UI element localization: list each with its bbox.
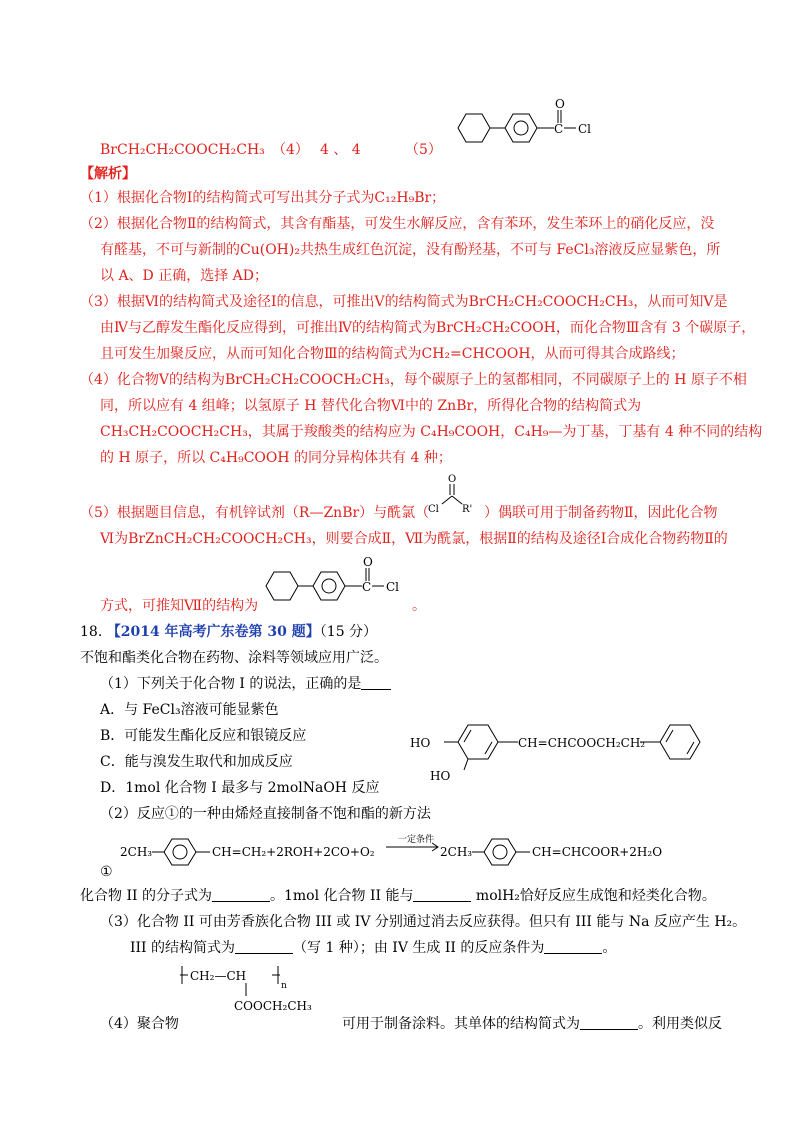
analysis-p2a: （2）根据化合物Ⅱ的结构简式，其含有酯基，可发生水解反应，含有苯环，发生苯环上的硝化反应，没 bbox=[80, 216, 715, 232]
analysis-p2c: 以 A、D 正确，选择 AD； bbox=[100, 268, 269, 284]
polymer-backbone: CH₂—CH bbox=[190, 969, 247, 983]
compound-i-ho-top: HO bbox=[410, 736, 431, 750]
generic-cl-label: Cl bbox=[428, 504, 439, 515]
polymer-n: n bbox=[281, 981, 287, 991]
analysis-p5c: 方式，可推知Ⅶ的结构为 bbox=[100, 598, 259, 614]
analysis-p4d: 的 H 原子，所以 C₄H₉COOH 的同分异构体共有 4 种； bbox=[100, 450, 452, 466]
q18-sub1-stem: （1）下列关于化合物 I 的说法，正确的是 bbox=[100, 674, 391, 694]
generic-o-label: O bbox=[448, 474, 457, 485]
analysis-p2b: 有醛基，不可与新制的Cu(OH)₂共热生成红色沉淀，没有酚羟基，不可与 FeCl₃溶液反应显紫色，所 bbox=[100, 242, 721, 258]
sub2-h2-blank[interactable] bbox=[413, 887, 471, 902]
q18-sub3-a: （3）化合物 II 可由芳香族化合物 III 或 IV 分别通过消去反应获得。但只有 III 能与 Na 反应产生 H₂。 bbox=[100, 914, 747, 930]
analysis-p3b: 由Ⅳ与乙醇发生酯化反应得到，可推出Ⅳ的结构简式为BrCH₂CH₂COOH，而化合物Ⅲ含有 3 个碳原子， bbox=[100, 320, 756, 336]
q18-option-a: A．与 FeCl₃溶液可能显紫色 bbox=[100, 702, 279, 718]
analysis-p4a: （4）化合物Ⅴ的结构为BrCH₂CH₂COOCH₂CH₃，每个碳原子上的氢都相同，不同碳原子上的 H 原子不相 bbox=[80, 372, 747, 388]
reaction-condition: 一定条件 bbox=[398, 835, 435, 845]
q18-source: 【2014 年高考广东卷第 30 题】 bbox=[106, 624, 320, 640]
reaction-mark: ① bbox=[100, 864, 113, 880]
generic-r-label: R' bbox=[462, 504, 473, 515]
acyl-c-label-2: C bbox=[362, 580, 372, 594]
polymer-side-chain: COOCH₂CH₃ bbox=[234, 999, 312, 1013]
q18-sub2-stem: （2）反应①的一种由烯烃直接制备不饱和酯的新方法 bbox=[100, 806, 431, 822]
q18-header bbox=[80, 622, 377, 642]
reaction-product-ch3: 2CH₃ bbox=[440, 845, 473, 859]
q18-option-b: B．可能发生酯化反应和银镜反应 bbox=[100, 728, 307, 744]
q18-number: 18. bbox=[80, 624, 103, 640]
reaction-reactant-ch3: 2CH₃ bbox=[120, 845, 153, 859]
q18-score: （15 分） bbox=[319, 624, 378, 640]
q18-intro: 不饱和酯类化合物在药物、涂料等领域应用广泛。 bbox=[80, 650, 388, 666]
analysis-p1: （1）根据化合物Ⅰ的结构简式可写出其分子式为C₁₂H₉Br； bbox=[80, 190, 446, 206]
answer-q5-label: （5） bbox=[405, 142, 442, 158]
sub2-formula-blank[interactable] bbox=[212, 887, 270, 902]
answer-q4-value: 4 、 4 bbox=[320, 142, 361, 158]
sub1-answer-blank[interactable] bbox=[361, 675, 391, 690]
acyl-chloride-generic-structure bbox=[428, 474, 488, 518]
compound-i-chain: CH=CHCOOCH₂CH₂ bbox=[518, 736, 646, 750]
sub3-structure-blank[interactable] bbox=[235, 939, 293, 954]
analysis-p5a-pre: （5）根据题目信息，有机锌试剂（R—ZnBr）与酰氯（ bbox=[80, 505, 430, 521]
analysis-p5c-end: 。 bbox=[412, 598, 426, 614]
sub3-condition-blank[interactable] bbox=[544, 939, 602, 954]
reaction-product-chain: CH=CHCOOR+2H₂O bbox=[532, 845, 663, 859]
acyl-cl-label-2: Cl bbox=[386, 580, 400, 594]
sub4-monomer-blank[interactable] bbox=[580, 1015, 638, 1030]
q18-option-c: C．能与溴发生取代和加成反应 bbox=[100, 754, 293, 770]
analysis-heading: 【解析】 bbox=[80, 166, 136, 182]
answer-formula: BrCH₂CH₂COOCH₂CH₃ bbox=[100, 142, 265, 158]
analysis-p3c: 且可发生加聚反应，从而可知化合物Ⅲ的结构简式为CH₂=CHCOOH，从而可得其合成路线； bbox=[100, 346, 685, 362]
biphenyl-acyl-chloride-structure-1 bbox=[450, 96, 610, 156]
q18-sub4-tail: 可用于制备涂料。其单体的结构简式为 。利用类似反 bbox=[342, 1016, 722, 1032]
acyl-o-label-2: O bbox=[363, 555, 373, 569]
answer-q4-label: （4） bbox=[272, 142, 309, 158]
q18-sub2-question: 化合物 II 的分子式为 。1mol 化合物 II 能与 molH₂恰好反应生成饱和烃类化合物。 bbox=[80, 888, 716, 904]
q18-sub3-b: III 的结构简式为 （写 1 种）；由 IV 生成 II 的反应条件为 。 bbox=[130, 940, 617, 956]
analysis-p4c: CH₃CH₂COOCH₂CH₃，其属于羧酸类的结构应为 C₄H₉COOH，C₄H₉—为丁基，丁基有 4 种不同的结构 bbox=[100, 424, 763, 440]
q18-option-d: D．1mol 化合物 I 最多与 2molNaOH 反应 bbox=[100, 780, 380, 796]
reaction-reactant-chain: CH=CH₂+2ROH+2CO+O₂ bbox=[212, 845, 375, 859]
analysis-p3a: （3）根据Ⅵ的结构简式及途径Ⅰ的信息，可推出Ⅴ的结构简式为BrCH₂CH₂COOCH₂CH₃，从而可知Ⅴ是 bbox=[80, 294, 728, 310]
analysis-p4b: 同，所以应有 4 组峰；以氢原子 H 替代化合物Ⅵ中的 ZnBr，所得化合物的结构简式为 bbox=[100, 398, 642, 414]
acyl-c-label: C bbox=[554, 122, 564, 136]
polymer-structure bbox=[180, 962, 350, 1022]
acyl-cl-label: Cl bbox=[578, 122, 592, 136]
analysis-p5a-post: ）偶联可用于制备药物Ⅱ，因此化合物 bbox=[484, 505, 718, 521]
q18-sub4: （4）聚合物 bbox=[100, 1016, 179, 1032]
analysis-p5b: Ⅵ为BrZnCH₂CH₂COOCH₂CH₃，则要合成Ⅱ，Ⅶ为酰氯，根据Ⅱ的结构及途径Ⅰ合成化合物药物Ⅱ的 bbox=[100, 531, 728, 547]
compound-i-ho-bottom: HO bbox=[430, 769, 451, 783]
reaction-1-scheme bbox=[98, 828, 738, 876]
compound-i-structure bbox=[410, 708, 730, 794]
biphenyl-acyl-chloride-structure-2 bbox=[258, 554, 418, 614]
acyl-o-label: O bbox=[555, 97, 565, 111]
